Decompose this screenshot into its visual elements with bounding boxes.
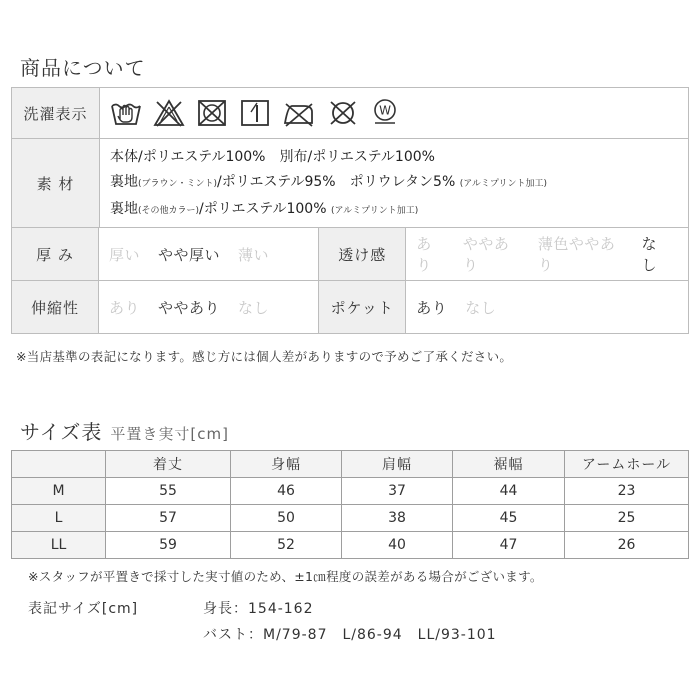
option-item: なし bbox=[465, 298, 497, 317]
material-row bbox=[12, 139, 688, 228]
triangle-crossed-icon bbox=[153, 98, 185, 128]
stretch-options bbox=[99, 281, 319, 333]
wash-tub-hand-icon bbox=[110, 98, 142, 128]
option-item: 薄い bbox=[238, 245, 270, 264]
size-table-header: 着丈 bbox=[106, 451, 231, 478]
stretch-label: 伸縮性 bbox=[12, 281, 99, 333]
size-value-cell: 37 bbox=[342, 478, 453, 505]
material-label: 素 材 bbox=[12, 139, 100, 227]
option-item: あり bbox=[109, 298, 141, 317]
size-value-cell: 52 bbox=[231, 532, 342, 559]
option-item: あり bbox=[416, 298, 448, 317]
pocket-label: ポケット bbox=[319, 281, 406, 333]
option-item: ややあり bbox=[158, 298, 221, 317]
size-value-cell: 55 bbox=[106, 478, 231, 505]
option-item: なし bbox=[641, 235, 657, 274]
size-value-cell: 47 bbox=[453, 532, 565, 559]
size-value-cell: 25 bbox=[565, 505, 689, 532]
care-icons bbox=[110, 98, 400, 128]
product-note: ※当店基準の表記になります。感じ方には個人差がありますので予めご了承ください。 bbox=[16, 349, 513, 364]
sheer-label: 透け感 bbox=[319, 228, 406, 280]
material-lines bbox=[110, 143, 547, 224]
size-value-cell: 26 bbox=[565, 532, 689, 559]
option-item: なし bbox=[238, 298, 270, 317]
labeled-size-bust: バスト：M/79-87 L/86-94 LL/93-101 bbox=[203, 627, 497, 643]
size-value-cell: 38 bbox=[342, 505, 453, 532]
line-dry-icon bbox=[239, 98, 271, 128]
material-line: 本体/ポリエステル100% 別布/ポリエステル100% bbox=[110, 148, 435, 165]
product-info-table bbox=[11, 87, 689, 334]
size-table bbox=[11, 450, 689, 559]
option-item: 厚い bbox=[109, 245, 141, 264]
care-label: 洗濯表示 bbox=[12, 88, 100, 138]
size-name-cell: M bbox=[12, 478, 106, 505]
size-value-cell: 40 bbox=[342, 532, 453, 559]
size-table-row bbox=[12, 478, 689, 505]
option-item: あり bbox=[416, 235, 432, 274]
tumble-dry-crossed-icon bbox=[196, 98, 228, 128]
material-line: 裏地(ブラウン・ミント)/ポリエステル95% ポリウレタン5% (アルミプリント加工) bbox=[110, 173, 548, 190]
wet-clean-w-icon bbox=[370, 98, 400, 128]
size-value-cell: 50 bbox=[231, 505, 342, 532]
size-name-cell: LL bbox=[12, 532, 106, 559]
thickness-options bbox=[99, 228, 319, 280]
care-row bbox=[12, 88, 688, 139]
size-table-header: 裾幅 bbox=[453, 451, 565, 478]
product-section-title: 商品について bbox=[20, 56, 146, 80]
size-table-header: 肩幅 bbox=[342, 451, 453, 478]
sheer-options bbox=[406, 228, 688, 280]
size-value-cell: 57 bbox=[106, 505, 231, 532]
stretch-pocket-row bbox=[12, 281, 688, 333]
option-item: やや厚い bbox=[158, 245, 221, 264]
thickness-label: 厚 み bbox=[12, 228, 99, 280]
size-table-row bbox=[12, 532, 689, 559]
size-value-cell: 45 bbox=[453, 505, 565, 532]
option-item: 薄色ややあり bbox=[537, 235, 616, 274]
iron-crossed-icon bbox=[282, 98, 316, 128]
option-item: ややあり bbox=[462, 235, 510, 274]
labeled-size-label: 表記サイズ[cm] bbox=[28, 601, 139, 617]
thickness-sheer-row bbox=[12, 228, 688, 281]
size-value-cell: 46 bbox=[231, 478, 342, 505]
size-table-header: アームホール bbox=[565, 451, 689, 478]
size-value-cell: 44 bbox=[453, 478, 565, 505]
material-line: 裏地(その他カラー)/ポリエステル100% (アルミプリント加工) bbox=[110, 200, 419, 217]
size-section-title: サイズ表 平置き実寸[cm] bbox=[20, 420, 229, 444]
size-name-cell: L bbox=[12, 505, 106, 532]
labeled-size-line-1 bbox=[28, 598, 314, 618]
labeled-size-line-2 bbox=[28, 624, 497, 644]
size-section-subtitle: 平置き実寸[cm] bbox=[110, 425, 229, 443]
svg-text:W: W bbox=[379, 103, 391, 118]
dry-clean-crossed-icon bbox=[327, 98, 359, 128]
size-table-row bbox=[12, 505, 689, 532]
labeled-size-height: 身長：154-162 bbox=[203, 601, 314, 617]
size-table-header bbox=[12, 451, 106, 478]
pocket-options bbox=[406, 281, 688, 333]
size-table-header: 身幅 bbox=[231, 451, 342, 478]
size-table-header-row bbox=[12, 451, 689, 478]
size-value-cell: 59 bbox=[106, 532, 231, 559]
size-value-cell: 23 bbox=[565, 478, 689, 505]
size-note: ※スタッフが平置きで採寸した実寸値のため、±1㎝程度の誤差がある場合がございます。 bbox=[28, 569, 543, 584]
